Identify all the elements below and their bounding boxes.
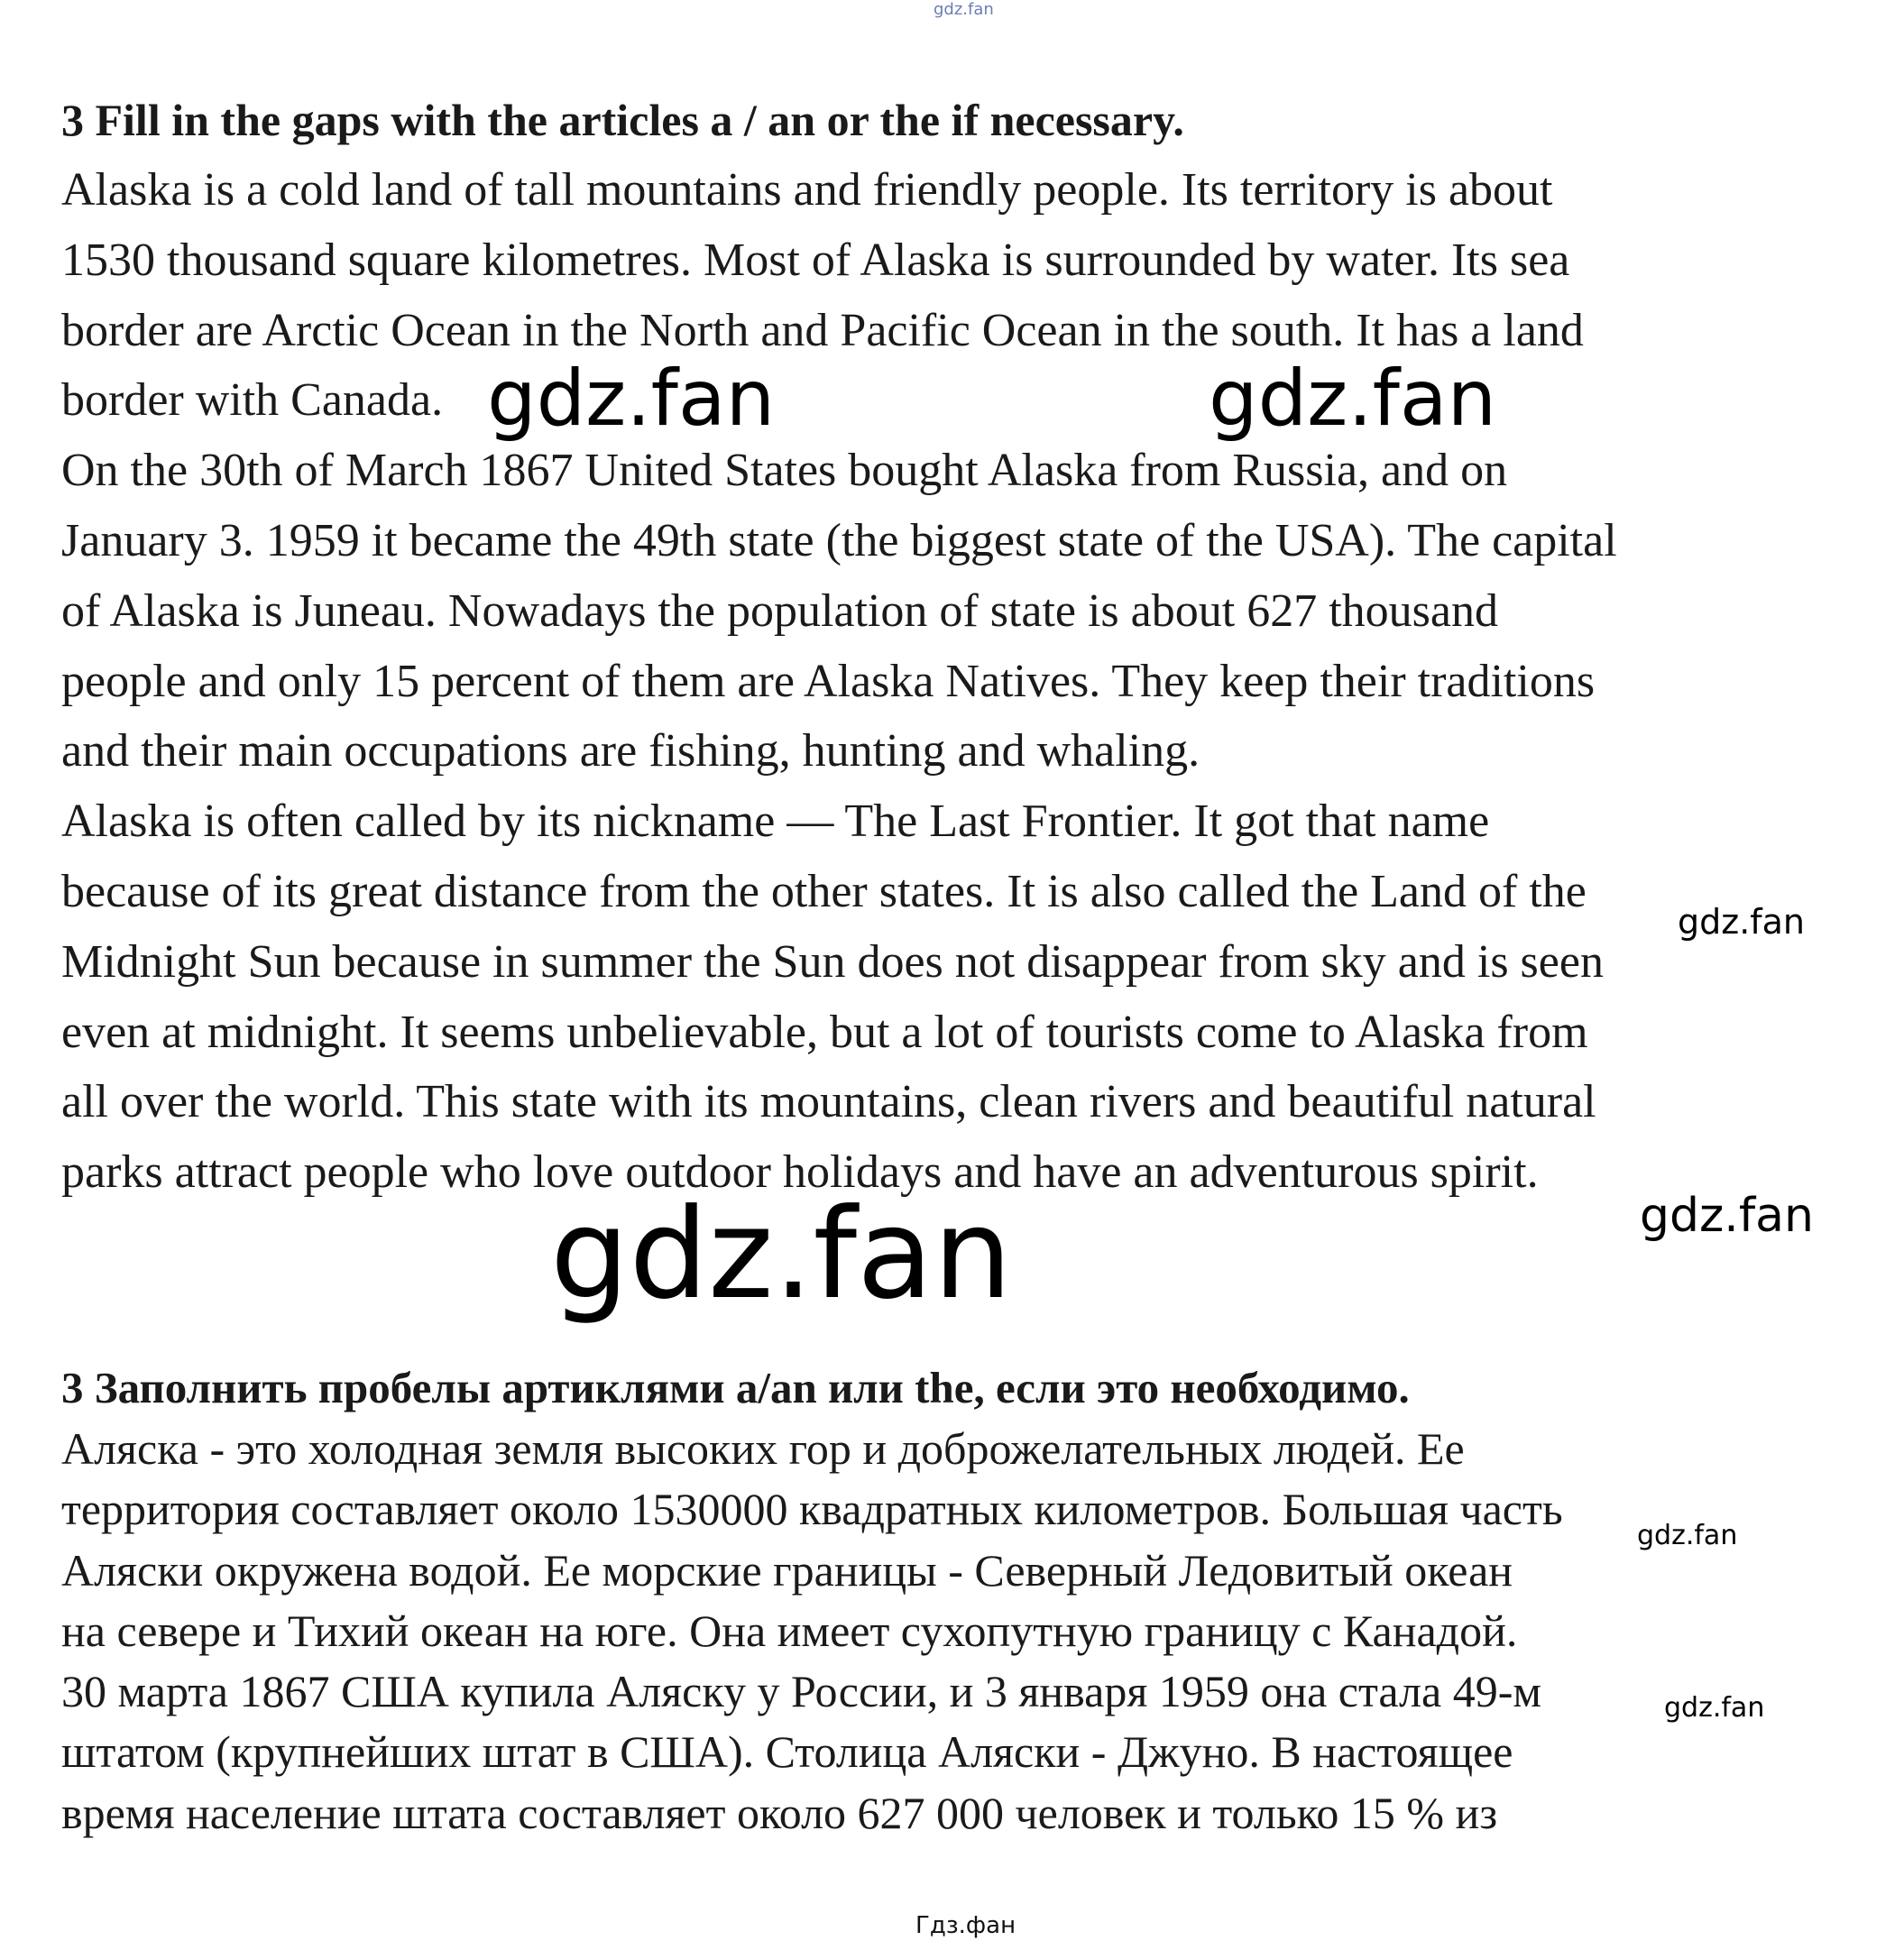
text-line: parks attract people who love outdoor holidays and have an adventurous spirit. <box>61 1146 1539 1199</box>
text-line: and their main occupations are fishing, hunting and whaling. <box>61 725 1200 777</box>
text-line: border with Canada. <box>61 374 444 427</box>
text-line: of Alaska is Juneau. Nowadays the population of state is about 627 thousand <box>61 584 1498 637</box>
text-line: Alaska is often called by its nickname — The Last Frontier. It got that name <box>61 796 1490 848</box>
english-exercise <box>61 86 1856 1208</box>
text-line: 30 марта 1867 США купила Аляску у России, и 3 января 1959 она стала 49-м <box>61 1666 1541 1717</box>
text-line: On the 30th of March 1867 United States bought Alaska from Russia, and on <box>61 445 1508 497</box>
text-line: время население штата составляет около 627 000 человек и только 15 % из <box>61 1787 1498 1838</box>
text-line: people and only 15 percent of them are Alaska Natives. They keep their traditions <box>61 655 1596 707</box>
watermark: gdz.fan <box>1640 1189 1814 1243</box>
text-line: территория составляет около 1530000 квадратных километров. Большая часть <box>61 1484 1563 1535</box>
exercise-heading-en: 3 Fill in the gaps with the articles a / an or the if necessary. <box>61 95 1184 145</box>
text-line: Alaska is a cold land of tall mountains and friendly people. Its territory is about <box>61 164 1553 216</box>
text-line: Аляски окружена водой. Ее морские границы - Северный Ледовитый океан <box>61 1544 1513 1596</box>
header-watermark: gdz.fan <box>934 0 994 19</box>
footer-watermark: Гдз.фан <box>915 1912 1016 1939</box>
watermark: gdz.fan <box>1637 1520 1738 1551</box>
exercise-heading-ru: 3 Заполнить пробелы артиклями a/an или the, если это необходимо. <box>61 1363 1410 1412</box>
text-line: all over the world. This state with its mountains, clean rivers and beautiful natural <box>61 1076 1596 1128</box>
text-line: штатом (крупнейших штат в США). Столица Аляски - Джуно. В настоящее <box>61 1726 1513 1778</box>
text-line: Midnight Sun because in summer the Sun does not disappear from sky and is seen <box>61 935 1604 988</box>
text-line: 1530 thousand square kilometres. Most of Alaska is surrounded by water. Its sea <box>61 234 1570 286</box>
text-line: even at midnight. It seems unbelievable, but a lot of tourists come to Alaska from <box>61 1006 1588 1058</box>
watermark: gdz.fan <box>487 354 776 444</box>
text-line: January 3. 1959 it became the 49th state (the biggest state of the USA). The capital <box>61 514 1617 566</box>
text-line: Аляска - это холодная земля высоких гор и доброжелательных людей. Ее <box>61 1423 1465 1474</box>
watermark: gdz.fan <box>1209 354 1497 444</box>
text-line: border are Arctic Ocean in the North and Pacific Ocean in the south. It has a land <box>61 304 1584 356</box>
watermark: gdz.fan <box>1678 902 1806 942</box>
watermark: gdz.fan <box>550 1182 1013 1327</box>
text-line: на севере и Тихий океан на юге. Она имеет сухопутную границу с Канадой. <box>61 1605 1518 1656</box>
watermark: gdz.fan <box>1664 1692 1765 1724</box>
russian-translation <box>61 1357 1856 1844</box>
text-line: because of its great distance from the other states. It is also called the Land of the <box>61 865 1587 917</box>
